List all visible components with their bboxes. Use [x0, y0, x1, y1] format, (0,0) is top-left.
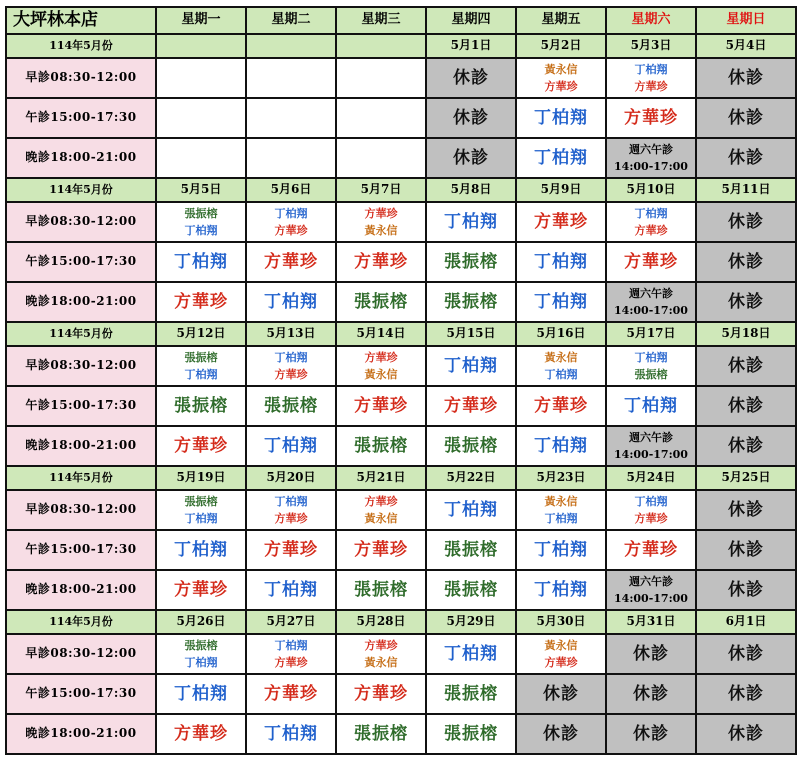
closed-cell: 休診	[696, 674, 796, 714]
closed-cell: 休診	[696, 530, 796, 570]
doctor-name: 方華珍	[364, 639, 398, 652]
slot-row	[6, 138, 796, 178]
doctor-pair-cell	[516, 346, 606, 386]
empty-cell	[336, 58, 426, 98]
date-header: 5月6日	[246, 178, 336, 202]
doctor-cell: 丁柏翔	[426, 346, 516, 386]
date-header: 5月20日	[246, 466, 336, 490]
doctor-cell: 方華珍	[336, 530, 426, 570]
closed-cell: 休診	[696, 570, 796, 610]
week-label: 114年5月份	[6, 34, 156, 58]
date-header: 5月21日	[336, 466, 426, 490]
session-label: 晚診18:00-21:00	[6, 714, 156, 754]
doctor-cell: 方華珍	[336, 386, 426, 426]
doctor-pair-cell	[516, 490, 606, 530]
slot-row	[6, 58, 796, 98]
doctor-cell: 張振榕	[426, 530, 516, 570]
week-header-row	[6, 322, 796, 346]
saturday-afternoon-note	[606, 426, 696, 466]
saturday-afternoon-note	[606, 570, 696, 610]
doctor-cell: 丁柏翔	[426, 490, 516, 530]
session-label: 早診08:30-12:00	[6, 634, 156, 674]
doctor-pair-cell	[606, 202, 696, 242]
doctor-cell: 張振榕	[336, 570, 426, 610]
doctor-name: 丁柏翔	[274, 495, 308, 508]
doctor-name: 方華珍	[274, 656, 308, 669]
date-header: 5月5日	[156, 178, 246, 202]
doctor-name: 黃永信	[364, 368, 398, 381]
note-line: 週六午診	[629, 431, 673, 444]
closed-cell: 休診	[696, 242, 796, 282]
week-label: 114年5月份	[6, 610, 156, 634]
weekday-header: 星期日	[696, 7, 796, 34]
weekday-header: 星期二	[246, 7, 336, 34]
date-header	[156, 34, 246, 58]
doctor-cell: 張振榕	[426, 426, 516, 466]
doctor-cell: 方華珍	[246, 530, 336, 570]
doctor-cell: 丁柏翔	[156, 242, 246, 282]
session-label: 早診08:30-12:00	[6, 58, 156, 98]
doctor-name: 方華珍	[544, 80, 578, 93]
date-header: 5月12日	[156, 322, 246, 346]
doctor-name: 黃永信	[544, 351, 578, 364]
doctor-pair-cell	[156, 634, 246, 674]
week-header-row	[6, 34, 796, 58]
closed-cell: 休診	[696, 634, 796, 674]
doctor-pair-cell	[606, 490, 696, 530]
week-label: 114年5月份	[6, 322, 156, 346]
doctor-name: 方華珍	[634, 80, 668, 93]
slot-row	[6, 634, 796, 674]
schedule-body	[6, 7, 796, 754]
doctor-pair-cell	[156, 202, 246, 242]
doctor-cell: 張振榕	[426, 242, 516, 282]
date-header: 5月25日	[696, 466, 796, 490]
date-header: 5月7日	[336, 178, 426, 202]
doctor-cell: 方華珍	[156, 426, 246, 466]
doctor-name: 丁柏翔	[544, 512, 578, 525]
doctor-cell: 丁柏翔	[246, 570, 336, 610]
week-header-row	[6, 466, 796, 490]
doctor-name: 方華珍	[274, 512, 308, 525]
closed-cell: 休診	[696, 346, 796, 386]
doctor-name: 方華珍	[634, 512, 668, 525]
doctor-pair-cell	[336, 634, 426, 674]
closed-cell: 休診	[696, 426, 796, 466]
doctor-pair-cell	[516, 58, 606, 98]
doctor-name: 方華珍	[634, 224, 668, 237]
date-header: 5月10日	[606, 178, 696, 202]
doctor-pair-cell	[336, 202, 426, 242]
date-header: 5月3日	[606, 34, 696, 58]
date-header: 5月1日	[426, 34, 516, 58]
doctor-name: 黃永信	[544, 639, 578, 652]
doctor-cell: 丁柏翔	[246, 426, 336, 466]
doctor-cell: 丁柏翔	[156, 530, 246, 570]
doctor-cell: 丁柏翔	[426, 202, 516, 242]
doctor-name: 丁柏翔	[634, 351, 668, 364]
slot-row	[6, 530, 796, 570]
closed-cell: 休診	[696, 714, 796, 754]
doctor-cell: 方華珍	[516, 202, 606, 242]
session-label: 早診08:30-12:00	[6, 202, 156, 242]
closed-cell: 休診	[516, 714, 606, 754]
doctor-name: 丁柏翔	[184, 224, 218, 237]
doctor-cell: 方華珍	[156, 570, 246, 610]
doctor-name: 黃永信	[544, 495, 578, 508]
doctor-cell: 丁柏翔	[516, 98, 606, 138]
empty-cell	[156, 138, 246, 178]
doctor-cell: 丁柏翔	[246, 282, 336, 322]
date-header: 5月15日	[426, 322, 516, 346]
date-header: 5月24日	[606, 466, 696, 490]
doctor-cell: 丁柏翔	[516, 282, 606, 322]
weekday-header-row	[6, 7, 796, 34]
session-label: 午診15:00-17:30	[6, 674, 156, 714]
closed-cell: 休診	[696, 202, 796, 242]
date-header: 5月2日	[516, 34, 606, 58]
doctor-cell: 丁柏翔	[516, 426, 606, 466]
closed-cell: 休診	[696, 58, 796, 98]
date-header: 5月27日	[246, 610, 336, 634]
doctor-pair-cell	[156, 346, 246, 386]
note-line: 週六午診	[629, 143, 673, 156]
closed-cell: 休診	[696, 386, 796, 426]
closed-cell: 休診	[516, 674, 606, 714]
closed-cell: 休診	[606, 674, 696, 714]
doctor-cell: 張振榕	[156, 386, 246, 426]
doctor-name: 丁柏翔	[544, 368, 578, 381]
week-label: 114年5月份	[6, 466, 156, 490]
empty-cell	[156, 58, 246, 98]
date-header: 5月31日	[606, 610, 696, 634]
doctor-name: 方華珍	[364, 351, 398, 364]
doctor-cell: 張振榕	[246, 386, 336, 426]
date-header: 5月9日	[516, 178, 606, 202]
doctor-pair-cell	[246, 346, 336, 386]
date-header: 5月23日	[516, 466, 606, 490]
doctor-pair-cell	[246, 634, 336, 674]
slot-row	[6, 674, 796, 714]
doctor-name: 方華珍	[364, 495, 398, 508]
date-header: 5月19日	[156, 466, 246, 490]
doctor-cell: 方華珍	[246, 674, 336, 714]
closed-cell: 休診	[696, 138, 796, 178]
doctor-name: 丁柏翔	[184, 368, 218, 381]
doctor-cell: 方華珍	[426, 386, 516, 426]
week-label: 114年5月份	[6, 178, 156, 202]
doctor-name: 張振榕	[634, 368, 668, 381]
doctor-pair-cell	[336, 346, 426, 386]
doctor-name: 丁柏翔	[634, 207, 668, 220]
doctor-cell: 方華珍	[336, 674, 426, 714]
empty-cell	[246, 98, 336, 138]
doctor-cell: 方華珍	[606, 530, 696, 570]
slot-row	[6, 490, 796, 530]
doctor-cell: 方華珍	[606, 98, 696, 138]
note-line: 14:00-17:00	[614, 592, 688, 605]
doctor-cell: 張振榕	[426, 674, 516, 714]
date-header: 6月1日	[696, 610, 796, 634]
doctor-name: 丁柏翔	[274, 639, 308, 652]
closed-cell: 休診	[606, 714, 696, 754]
doctor-name: 黃永信	[364, 512, 398, 525]
note-line: 週六午診	[629, 287, 673, 300]
doctor-name: 黃永信	[544, 63, 578, 76]
empty-cell	[246, 58, 336, 98]
session-label: 晚診18:00-21:00	[6, 138, 156, 178]
doctor-cell: 丁柏翔	[426, 634, 516, 674]
date-header: 5月18日	[696, 322, 796, 346]
empty-cell	[336, 98, 426, 138]
date-header: 5月11日	[696, 178, 796, 202]
store-title: 大坪林本店	[6, 7, 156, 34]
doctor-pair-cell	[336, 490, 426, 530]
doctor-pair-cell	[606, 58, 696, 98]
doctor-cell: 方華珍	[246, 242, 336, 282]
closed-cell: 休診	[426, 58, 516, 98]
session-label: 午診15:00-17:30	[6, 98, 156, 138]
weekday-header: 星期一	[156, 7, 246, 34]
doctor-cell: 張振榕	[336, 282, 426, 322]
date-header: 5月26日	[156, 610, 246, 634]
slot-row	[6, 282, 796, 322]
doctor-cell: 張振榕	[336, 426, 426, 466]
slot-row	[6, 202, 796, 242]
closed-cell: 休診	[426, 138, 516, 178]
note-line: 14:00-17:00	[614, 448, 688, 461]
doctor-name: 方華珍	[544, 656, 578, 669]
date-header: 5月13日	[246, 322, 336, 346]
closed-cell: 休診	[696, 98, 796, 138]
doctor-pair-cell	[156, 490, 246, 530]
date-header: 5月28日	[336, 610, 426, 634]
note-line: 14:00-17:00	[614, 160, 688, 173]
closed-cell: 休診	[696, 282, 796, 322]
doctor-pair-cell	[246, 202, 336, 242]
doctor-pair-cell	[606, 346, 696, 386]
doctor-name: 黃永信	[364, 224, 398, 237]
doctor-name: 丁柏翔	[274, 207, 308, 220]
closed-cell: 休診	[606, 634, 696, 674]
doctor-name: 方華珍	[274, 368, 308, 381]
doctor-cell: 丁柏翔	[516, 570, 606, 610]
weekday-header: 星期六	[606, 7, 696, 34]
week-header-row	[6, 610, 796, 634]
date-header	[336, 34, 426, 58]
doctor-cell: 丁柏翔	[606, 386, 696, 426]
doctor-pair-cell	[246, 490, 336, 530]
note-line: 週六午診	[629, 575, 673, 588]
date-header: 5月17日	[606, 322, 696, 346]
session-label: 午診15:00-17:30	[6, 530, 156, 570]
date-header: 5月30日	[516, 610, 606, 634]
doctor-cell: 丁柏翔	[156, 674, 246, 714]
doctor-name: 丁柏翔	[184, 512, 218, 525]
session-label: 早診08:30-12:00	[6, 346, 156, 386]
saturday-afternoon-note	[606, 282, 696, 322]
doctor-name: 張振榕	[184, 639, 218, 652]
doctor-cell: 方華珍	[336, 242, 426, 282]
doctor-cell: 丁柏翔	[516, 138, 606, 178]
doctor-cell: 方華珍	[156, 282, 246, 322]
weekday-header: 星期三	[336, 7, 426, 34]
doctor-name: 張振榕	[184, 351, 218, 364]
slot-row	[6, 714, 796, 754]
doctor-name: 丁柏翔	[634, 495, 668, 508]
weekday-header: 星期四	[426, 7, 516, 34]
session-label: 晚診18:00-21:00	[6, 282, 156, 322]
empty-cell	[336, 138, 426, 178]
date-header: 5月4日	[696, 34, 796, 58]
doctor-cell: 張振榕	[426, 714, 516, 754]
schedule-table	[5, 6, 797, 755]
doctor-name: 張振榕	[184, 207, 218, 220]
slot-row	[6, 242, 796, 282]
session-label: 午診15:00-17:30	[6, 242, 156, 282]
slot-row	[6, 426, 796, 466]
date-header: 5月8日	[426, 178, 516, 202]
doctor-cell: 丁柏翔	[246, 714, 336, 754]
date-header: 5月14日	[336, 322, 426, 346]
note-line: 14:00-17:00	[614, 304, 688, 317]
doctor-cell: 方華珍	[606, 242, 696, 282]
date-header: 5月16日	[516, 322, 606, 346]
doctor-cell: 丁柏翔	[516, 530, 606, 570]
doctor-name: 方華珍	[364, 207, 398, 220]
doctor-cell: 丁柏翔	[516, 242, 606, 282]
doctor-cell: 方華珍	[516, 386, 606, 426]
slot-row	[6, 98, 796, 138]
doctor-pair-cell	[516, 634, 606, 674]
doctor-name: 丁柏翔	[634, 63, 668, 76]
doctor-name: 黃永信	[364, 656, 398, 669]
doctor-name: 丁柏翔	[274, 351, 308, 364]
week-header-row	[6, 178, 796, 202]
slot-row	[6, 346, 796, 386]
session-label: 晚診18:00-21:00	[6, 426, 156, 466]
doctor-cell: 張振榕	[426, 570, 516, 610]
date-header: 5月22日	[426, 466, 516, 490]
doctor-cell: 方華珍	[156, 714, 246, 754]
session-label: 晚診18:00-21:00	[6, 570, 156, 610]
slot-row	[6, 386, 796, 426]
closed-cell: 休診	[696, 490, 796, 530]
date-header	[246, 34, 336, 58]
empty-cell	[156, 98, 246, 138]
closed-cell: 休診	[426, 98, 516, 138]
session-label: 早診08:30-12:00	[6, 490, 156, 530]
doctor-name: 丁柏翔	[184, 656, 218, 669]
doctor-cell: 張振榕	[336, 714, 426, 754]
session-label: 午診15:00-17:30	[6, 386, 156, 426]
doctor-name: 張振榕	[184, 495, 218, 508]
slot-row	[6, 570, 796, 610]
saturday-afternoon-note	[606, 138, 696, 178]
doctor-name: 方華珍	[274, 224, 308, 237]
weekday-header: 星期五	[516, 7, 606, 34]
empty-cell	[246, 138, 336, 178]
doctor-cell: 張振榕	[426, 282, 516, 322]
date-header: 5月29日	[426, 610, 516, 634]
